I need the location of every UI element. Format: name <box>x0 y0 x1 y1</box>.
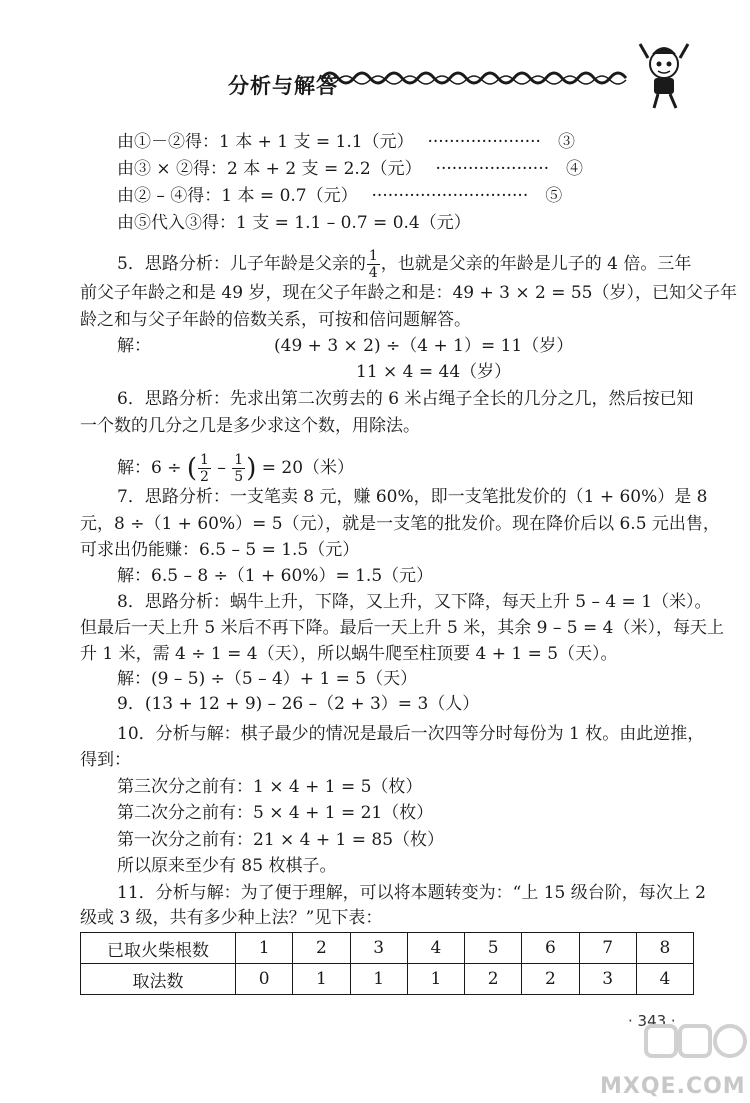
table-cell: 1 <box>407 964 464 995</box>
table-cell: 3 <box>350 933 407 964</box>
table-cell: 0 <box>236 964 293 995</box>
q7-line-3: 可求出仍能赚：6.5 – 5 = 1.5（元） <box>80 540 360 560</box>
fraction-denominator: 5 <box>234 469 244 485</box>
page-header <box>0 40 750 130</box>
q8-line-3: 升 1 米，需 4 ÷ 1 = 4（天），所以蜗牛爬至柱顶要 4 + 1 = 5（天）。 <box>80 644 618 664</box>
q7-solution: 解：6.5 – 8 ÷（1 + 60%）= 1.5（元） <box>117 566 434 586</box>
q11-line-2: 级或 3 级，共有多少种上法？”见下表： <box>80 908 383 928</box>
q5-solution-label: 解： <box>117 336 151 356</box>
table-row <box>81 933 694 964</box>
table-cell: 1 <box>350 964 407 995</box>
q6-line-1: 6．思路分析：先求出第二次剪去的 6 米占绳子全长的几分之几，然后按已知 <box>117 389 694 409</box>
right-paren: ) <box>246 453 257 484</box>
q6-solution <box>117 452 354 485</box>
watermark-text: MXQE.COM <box>600 1074 746 1099</box>
q6-solution-pre: 解：6 ÷ <box>117 458 182 478</box>
q10-line-1: 10．分析与解：棋子最少的情况是最后一次四等分时每份为 1 枚。由此逆推， <box>117 724 705 744</box>
table-cell: 8 <box>636 933 693 964</box>
q10-line-3: 第三次分之前有：1 × 4 + 1 = 5（枚） <box>117 777 423 797</box>
table-cell: 4 <box>636 964 693 995</box>
table-row <box>81 964 694 995</box>
derivation-line-1: 由①－②得：1 本 + 1 支 = 1.1（元） ····················· ③ <box>117 132 575 152</box>
q8-line-2: 但最后一天上升 5 米后不再下降。最后一天上升 5 米，其余 9 – 5 = 4（米），每天上 <box>80 618 724 638</box>
cartoon-character-icon <box>636 40 696 110</box>
table-cell: 1 <box>293 964 350 995</box>
q10-line-2: 得到： <box>80 750 131 770</box>
derivation-line-2: 由③ × ②得：2 本 + 2 支 = 2.2（元） ····················· ④ <box>117 159 584 179</box>
table-cell: 1 <box>236 933 293 964</box>
q5-line-1 <box>117 248 691 281</box>
wave-decoration <box>322 66 632 88</box>
fraction-one-fifth <box>232 452 245 485</box>
q5-line-2: 前父子年龄之和是 49 岁，现在父子年龄之和是：49 + 3 × 2 = 55（岁），已知父子年 <box>80 283 737 303</box>
table-cell: 2 <box>522 964 579 995</box>
q5-text-post: ，也就是父亲的年龄是儿子的 4 倍。三年 <box>380 254 692 274</box>
table-cell: 7 <box>579 933 636 964</box>
derivation-line-4: 由⑤代入③得：1 支 = 1.1 – 0.7 = 0.4（元） <box>117 213 471 233</box>
fraction-one-half <box>198 452 211 485</box>
q6-line-2: 一个数的几分之几是多少求这个数，用除法。 <box>80 416 420 436</box>
fraction-numerator: 1 <box>368 248 378 264</box>
q5-solution-2: 11 × 4 = 44（岁） <box>356 362 512 382</box>
q5-line-3: 龄之和与父子年龄的倍数关系，可按和倍问题解答。 <box>80 310 471 330</box>
q9-line: 9．(13 + 12 + 9) – 26 –（2 + 3）= 3（人） <box>117 694 480 714</box>
q10-line-6: 所以原来至少有 85 枚棋子。 <box>117 856 337 876</box>
matchstick-table <box>80 932 694 995</box>
left-paren: ( <box>186 453 198 484</box>
fraction-denominator: 2 <box>200 469 209 485</box>
q10-line-4: 第二次分之前有：5 × 4 + 1 = 21（枚） <box>117 803 434 823</box>
minus-sign: – <box>217 458 226 478</box>
q7-line-2: 元，8 ÷（1 + 60%）= 5（元），就是一支笔的批发价。现在降价后以 6.5 元出售， <box>80 514 720 534</box>
table-cell: 3 <box>579 964 636 995</box>
table-row-header: 已取火柴根数 <box>81 933 236 964</box>
table-cell: 6 <box>522 933 579 964</box>
q7-line-1: 7．思路分析：一支笔卖 8 元，赚 60%，即一支笔批发价的（1 + 60%）是 8 <box>117 487 708 507</box>
table-row-header: 取法数 <box>81 964 236 995</box>
q10-line-5: 第一次分之前有：21 × 4 + 1 = 85（枚） <box>117 830 445 850</box>
fraction-one-quarter <box>367 248 380 281</box>
q11-line-1: 11．分析与解：为了便于理解，可以将本题转变为：“上 15 级台阶，每次上 2 <box>117 883 706 903</box>
table-cell: 2 <box>465 964 522 995</box>
page-number: · 343 · <box>628 1012 676 1030</box>
q6-solution-post: = 20（米） <box>261 458 355 478</box>
q8-line-1: 8．思路分析：蜗牛上升，下降，又上升，又下降，每天上升 5 – 4 = 1（米）。 <box>117 592 712 612</box>
fraction-numerator: 1 <box>200 452 209 468</box>
q8-solution: 解：(9 – 5) ÷（5 – 4）+ 1 = 5（天） <box>117 669 418 689</box>
q5-text-pre: 5．思路分析：儿子年龄是父亲的 <box>117 254 366 274</box>
header-title: 分析与解答 <box>228 74 338 98</box>
table-cell: 4 <box>407 933 464 964</box>
fraction-denominator: 4 <box>368 265 378 281</box>
table-cell: 5 <box>465 933 522 964</box>
q5-solution-1: (49 + 3 × 2) ÷（4 + 1）= 11（岁） <box>274 336 574 356</box>
fraction-numerator: 1 <box>234 452 244 468</box>
derivation-line-3: 由② – ④得：1 本 = 0.7（元） ····························· ⑤ <box>117 186 563 206</box>
table-cell: 2 <box>293 933 350 964</box>
